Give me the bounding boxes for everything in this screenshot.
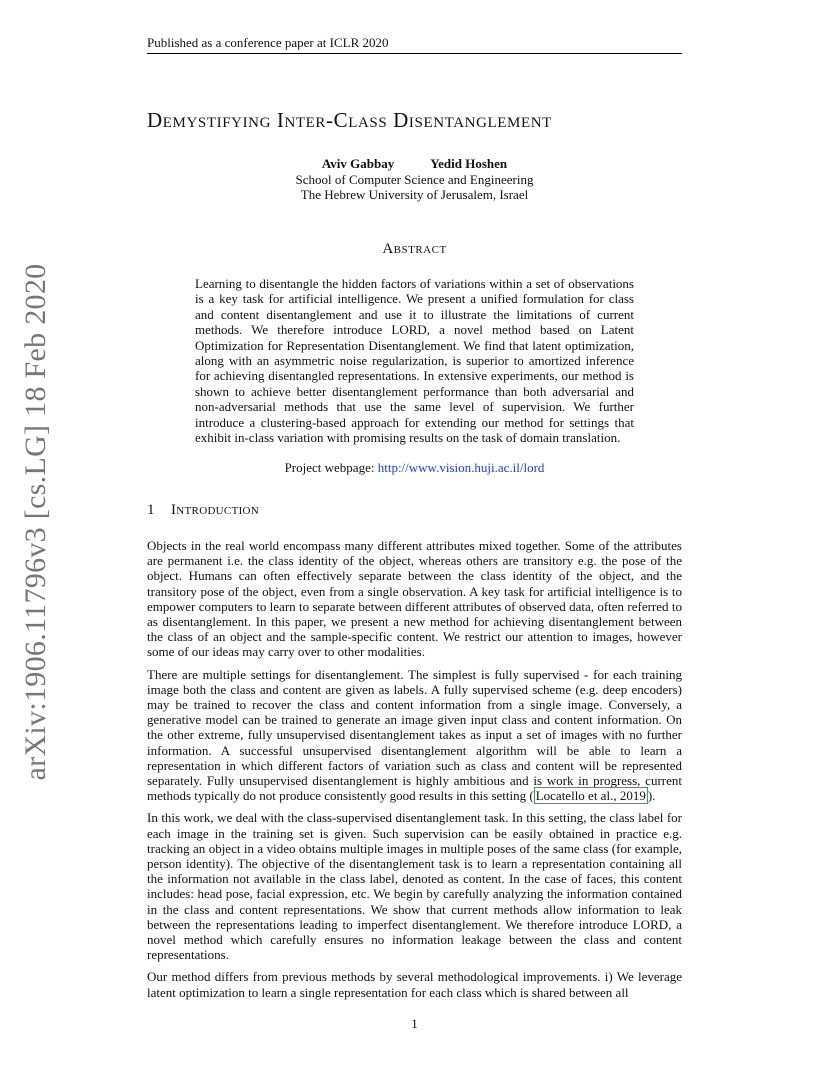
project-webpage — [147, 460, 682, 476]
author-names — [147, 156, 682, 172]
paragraph-text: ). — [647, 788, 656, 804]
arxiv-stamp — [0, 0, 60, 1072]
paragraph-text: There are multiple settings for disentanglement. The simplest is fully supervised - for each training image both the class and content are given as labels. A fully supervised scheme (e.g. deep encoders) may be trained to recover the class and content information from a single image. Conversely, a generative model can be trained to generate an image given input class and content information. On the other extreme, fully unsupervised disentanglement takes as input a set of images with no further information. A successful unsupervised disentanglement algorithm will be able to learn a representation in which different factors of variation such as class and content will be represented separately. Fully unsupervised disentanglement is highly ambitious and is work in progress, current methods typically do not produce consistently good results in this setting ( — [147, 666, 682, 804]
citation-year: 2019 — [619, 788, 646, 804]
abstract-text: Learning to disentangle the hidden factors of variations within a set of observations is a key task for artificial intelligence. We present a unified formulation for class and content disentanglement and use it to illustrate the limitations of current methods. We therefore introduce LORD, a novel method based on Latent Optimization for Representation Disentanglement. We find that latent optimization, along with an asymmetric noise regularization, is superior to amortized inference for achieving disentangled representations. In extensive experiments, our method is shown to achieve better disentanglement performance than both adversarial and non-adversarial methods that use the same level of supervision. We further introduce a clustering-based approach for extending our method for settings that exhibit in-class variation with promising results on the task of domain translation. — [195, 276, 634, 446]
running-header: Published as a conference paper at ICLR 2020 — [147, 35, 389, 50]
paragraph: Objects in the real world encompass many different attributes mixed together. Some of the attributes are permanent i.e. the class identity of the object, whereas others are transitory e.g. the pose of the object. Humans can often effectively separate between the class identity of the object, and the transitory pose of the object, even from a single observation. A key task for artificial intelligence is to empower computers to learn to separate between different attributes of observed data, often referred to as disentanglement. In this paper, we present a new method for achieving disentanglement between the class of an object and the sample-specific content. We restrict our attention to images, however some of our ideas may carry over to other modalities. — [147, 538, 682, 660]
affiliation-line: The Hebrew University of Jerusalem, Israel — [300, 187, 529, 202]
paragraph: In this work, we deal with the class-supervised disentanglement task. In this setting, the class label for each image in the training set is given. Such supervision can be easily obtained in practice e.g. tracking an object in a video obtains multiple images in multiple poses of the same class (for example, person identity). The objective of the disentanglement task is to learn a representation containing all the information not available in the class label, denoted as content. In the case of faces, this content includes: head pose, facial expression, etc. We begin by carefully analyzing the information contained in the class and content representations. We show that current methods allow information to leak between the representations leading to imperfect disentanglement. We therefore introduce LORD, a novel method which carefully ensures no information leakage between the class and content representations. — [147, 810, 682, 963]
citation-link[interactable] — [534, 787, 648, 804]
abstract-heading: Abstract — [382, 241, 447, 257]
section-title: Introduction — [171, 502, 260, 518]
section-heading — [147, 502, 682, 519]
project-webpage-label: Project webpage: — [284, 460, 375, 475]
author-name: Yedid Hoshen — [430, 156, 508, 171]
arxiv-stamp-text: arXiv:1906.11796v3 [cs.LG] 18 Feb 2020 — [19, 263, 52, 781]
paper-title: Demystifying Inter-Class Disentanglement — [147, 108, 552, 132]
citation-authors: Locatello et al. — [535, 788, 614, 804]
section-body — [147, 538, 682, 1007]
page-number: 1 — [411, 1016, 418, 1031]
header-rule — [147, 53, 682, 54]
citation-separator: , — [613, 788, 620, 804]
author-name: Aviv Gabbay — [321, 156, 395, 171]
paragraph: Our method differs from previous methods by several methodological improvements. i) We leverage latent optimization to learn a single representation for each class which is shared between all — [147, 969, 682, 1000]
paragraph — [147, 667, 682, 804]
project-webpage-link[interactable]: http://www.vision.huji.ac.il/lord — [377, 460, 545, 475]
affiliation-line: School of Computer Science and Engineering — [295, 171, 534, 187]
section-number: 1 — [147, 502, 155, 518]
author-block — [147, 156, 682, 203]
